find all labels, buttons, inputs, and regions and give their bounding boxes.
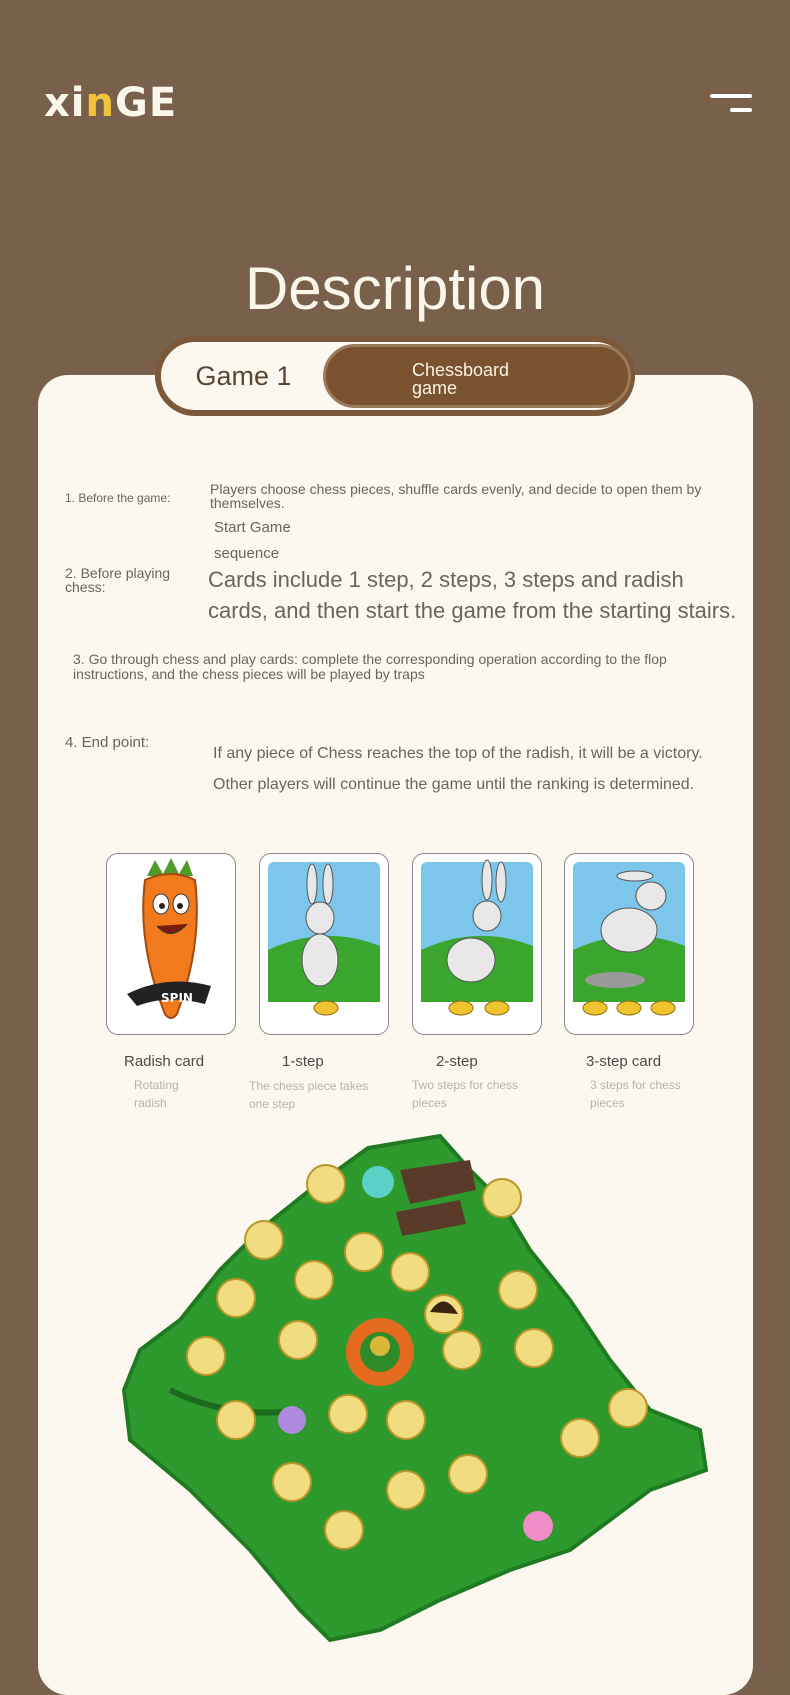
step-3-text: 3. Go through chess and play cards: complete the corresponding operation according to the flop instructions, and the chess pieces will be played by traps (73, 651, 667, 682)
one-step-card (259, 853, 389, 1035)
tab-bar (155, 336, 635, 416)
card-name-3-step: 3-step card (586, 1053, 662, 1070)
step-1-text: Players choose chess pieces, shuffle cards evenly, and decide to open them by themselves. (210, 481, 702, 511)
step-4-label: 4. End point: (65, 734, 150, 751)
card-desc-2-step: Two steps for chess pieces (412, 1078, 519, 1110)
card-name-1-step: 1-step (282, 1053, 324, 1070)
page-title: Description (244, 255, 546, 323)
card-name-2-step: 2-step (436, 1053, 478, 1070)
tab-chessboard-game[interactable]: Chessboard game (323, 344, 631, 408)
step-1-label: 1. Before the game: (65, 491, 171, 505)
card-desc-radish: Rotating radish (134, 1078, 179, 1110)
two-step-card (412, 853, 542, 1035)
step-2-sub-2: sequence (214, 545, 280, 562)
radish-card (106, 853, 236, 1035)
rabbit-illustration (565, 854, 693, 1034)
card-desc-1-step: The chess piece takes one step (249, 1079, 369, 1111)
card-desc-3-step: 3 steps for chess pieces (590, 1078, 681, 1110)
game-board-illustration (110, 1130, 710, 1655)
three-step-card (564, 853, 694, 1035)
step-2-label: 2. Before playing chess: (65, 565, 171, 595)
svg-text:SPIN: SPIN (161, 991, 193, 1005)
step-2-sub-1: Start Game (214, 519, 291, 536)
step-4-text: If any piece of Chess reaches the top of the radish, it will be a victory. Other players will continue the game until the ranking is determined. (213, 745, 703, 793)
rabbit-illustration (260, 854, 388, 1034)
brand-logo[interactable]: xinGE (44, 80, 178, 126)
menu-icon[interactable] (708, 92, 752, 116)
carrot-illustration (107, 854, 235, 1034)
step-2-text: Cards include 1 step, 2 steps, 3 steps and radish cards, and then start the game from the starting stairs. (208, 567, 737, 623)
rabbit-illustration (413, 854, 541, 1034)
tab-game-1[interactable]: Game 1 (195, 360, 292, 391)
card-name-radish: Radish card (124, 1053, 205, 1070)
